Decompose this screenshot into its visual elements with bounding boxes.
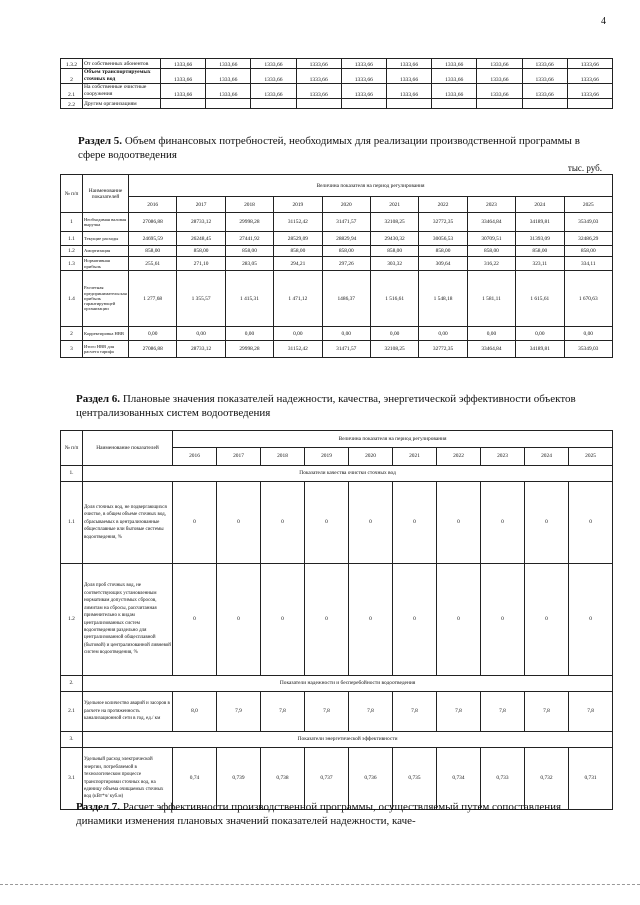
value-cell: 0: [217, 564, 261, 676]
value-cell: 31471,57: [322, 341, 370, 358]
section-7-label: Раздел 7.: [76, 801, 121, 813]
value-cell: 1 277,68: [129, 271, 177, 327]
table-row: [61, 99, 613, 109]
group-row: [61, 732, 613, 748]
value-cell: 1486,37: [322, 271, 370, 327]
row-name: Удельный расход электрической энергии, потребляемой в технологическом процессе транспортировки сточных вод, на единицу объема очищаемых сточных вод (кВт*ч/ куб.м): [83, 748, 173, 810]
row-name: От собственных абонентов: [83, 59, 161, 69]
value-cell: 28733,12: [177, 341, 225, 358]
year-header: 2019: [305, 448, 349, 466]
value-cell: [251, 99, 296, 109]
value-cell: 1333,66: [522, 59, 567, 69]
row-name: Удельное количество аварий и засоров в расчете на протяженность канализационной сети в год, ед./ км: [83, 692, 173, 732]
value-cell: 29998,28: [225, 213, 273, 232]
header-num: № п/п: [61, 175, 83, 213]
value-cell: 294,21: [274, 257, 322, 271]
group-title: Показатели надежности и бесперебойности водоотведения: [83, 676, 613, 692]
value-cell: 858,00: [322, 246, 370, 257]
table-top-continuation: [60, 58, 613, 109]
row-number: 1.1: [61, 482, 83, 564]
value-cell: 303,32: [370, 257, 418, 271]
value-cell: 24695,59: [129, 232, 177, 246]
year-header: 2023: [467, 197, 515, 213]
value-cell: 29430,32: [370, 232, 418, 246]
value-cell: 1333,66: [477, 59, 522, 69]
value-cell: 0,00: [129, 327, 177, 341]
section-5-heading: [78, 134, 598, 162]
value-cell: 0: [481, 482, 525, 564]
row-name: Амортизация: [83, 246, 129, 257]
year-header: 2021: [393, 448, 437, 466]
value-cell: 271,10: [177, 257, 225, 271]
row-name: Нормативная прибыль: [83, 257, 129, 271]
value-cell: 0: [261, 482, 305, 564]
year-header: 2024: [525, 448, 569, 466]
row-number: 1.4: [61, 271, 83, 327]
value-cell: 0,00: [467, 327, 515, 341]
value-cell: 1 548,18: [419, 271, 467, 327]
value-cell: 30056,53: [419, 232, 467, 246]
value-cell: 34189,81: [516, 213, 564, 232]
value-cell: 0: [305, 564, 349, 676]
value-cell: 858,00: [225, 246, 273, 257]
row-number: 2.2: [61, 99, 83, 109]
row-number: 3.1: [61, 748, 83, 810]
value-cell: 283,05: [225, 257, 273, 271]
value-cell: 8,0: [173, 692, 217, 732]
value-cell: 1333,66: [432, 69, 477, 84]
row-number: 2: [61, 69, 83, 84]
group-number: 3.: [61, 732, 83, 748]
value-cell: 1 415,31: [225, 271, 273, 327]
value-cell: 858,00: [370, 246, 418, 257]
year-header: 2017: [177, 197, 225, 213]
header-name: Наименование показателей: [83, 175, 129, 213]
value-cell: 1333,66: [477, 84, 522, 99]
table-row: [61, 482, 613, 564]
row-name: Расчетная предпринимательская прибыль гарантирующей организации: [83, 271, 129, 327]
table-row: [61, 692, 613, 732]
value-cell: 0: [481, 564, 525, 676]
value-cell: 1 670,63: [564, 271, 613, 327]
table-row: [61, 257, 613, 271]
value-cell: 31152,42: [274, 341, 322, 358]
value-cell: 28529,09: [274, 232, 322, 246]
value-cell: 0,734: [437, 748, 481, 810]
value-cell: 1333,66: [432, 59, 477, 69]
value-cell: 0,00: [370, 327, 418, 341]
row-number: 2.1: [61, 84, 83, 99]
value-cell: 1333,66: [251, 69, 296, 84]
value-cell: 0: [569, 482, 613, 564]
value-cell: 1333,66: [386, 69, 431, 84]
group-title: Показатели энергетической эффективности: [83, 732, 613, 748]
value-cell: 31152,42: [274, 213, 322, 232]
group-number: 1.: [61, 466, 83, 482]
value-cell: 316,22: [467, 257, 515, 271]
value-cell: 7,8: [305, 692, 349, 732]
value-cell: 27441,92: [225, 232, 273, 246]
year-header: 2020: [349, 448, 393, 466]
table-row: [61, 69, 613, 84]
value-cell: 1333,66: [341, 59, 386, 69]
value-cell: 1333,66: [296, 84, 341, 99]
group-row: [61, 466, 613, 482]
value-cell: 0: [437, 564, 481, 676]
value-cell: 1 581,11: [467, 271, 515, 327]
section-7-heading: [76, 800, 606, 828]
value-cell: 0,74: [173, 748, 217, 810]
value-cell: 1 471,12: [274, 271, 322, 327]
value-cell: 0,00: [564, 327, 613, 341]
value-cell: 0,737: [305, 748, 349, 810]
year-header: 2025: [569, 448, 613, 466]
table-row: [61, 341, 613, 358]
value-cell: 1333,66: [522, 84, 567, 99]
row-name: Корректировка НВВ: [83, 327, 129, 341]
value-cell: 1333,66: [161, 69, 206, 84]
value-cell: 32486,29: [564, 232, 613, 246]
year-header: 2017: [217, 448, 261, 466]
section-7-title: Расчет эффективности производственной программы, осуществляемый путем сопоставления динамики изменения плановых значений показателей надежности, каче-: [76, 801, 562, 827]
value-cell: 0,00: [322, 327, 370, 341]
value-cell: 858,00: [129, 246, 177, 257]
value-cell: [522, 99, 567, 109]
value-cell: 30709,51: [467, 232, 515, 246]
group-title: Показатели качества очистки сточных вод: [83, 466, 613, 482]
value-cell: 7,8: [393, 692, 437, 732]
year-header: 2016: [173, 448, 217, 466]
value-cell: 27086,88: [129, 341, 177, 358]
value-cell: 35349,03: [564, 213, 613, 232]
value-cell: 0: [349, 564, 393, 676]
row-number: 1.3.2: [61, 59, 83, 69]
table-row: [61, 213, 613, 232]
row-number: 2.1: [61, 692, 83, 732]
value-cell: 1 516,61: [370, 271, 418, 327]
value-cell: 27086,88: [129, 213, 177, 232]
value-cell: [386, 99, 431, 109]
value-cell: 33464,84: [467, 213, 515, 232]
value-cell: 0,00: [516, 327, 564, 341]
value-cell: 0: [261, 564, 305, 676]
value-cell: 32772,35: [419, 341, 467, 358]
value-cell: 1333,66: [386, 59, 431, 69]
value-cell: 1333,66: [206, 69, 251, 84]
table-row: [61, 564, 613, 676]
row-name: Другим организациям: [83, 99, 161, 109]
value-cell: 1 615,61: [516, 271, 564, 327]
value-cell: 858,00: [516, 246, 564, 257]
year-header: 2018: [225, 197, 273, 213]
value-cell: 0: [393, 564, 437, 676]
value-cell: 0,732: [525, 748, 569, 810]
value-cell: 0,00: [274, 327, 322, 341]
value-cell: 35349,03: [564, 341, 613, 358]
year-header: 2018: [261, 448, 305, 466]
year-header: 2023: [481, 448, 525, 466]
value-cell: 0: [437, 482, 481, 564]
header-num: № п/п: [61, 431, 83, 466]
row-number: 1: [61, 213, 83, 232]
year-header: 2019: [274, 197, 322, 213]
value-cell: 0,739: [217, 748, 261, 810]
value-cell: 858,00: [177, 246, 225, 257]
value-cell: 323,11: [516, 257, 564, 271]
value-cell: [206, 99, 251, 109]
value-cell: 334,11: [564, 257, 613, 271]
value-cell: 858,00: [564, 246, 613, 257]
row-number: 2: [61, 327, 83, 341]
value-cell: 1333,66: [341, 84, 386, 99]
value-cell: 1333,66: [567, 69, 612, 84]
row-number: 1.2: [61, 564, 83, 676]
section-6-label: Раздел 6.: [76, 393, 121, 405]
value-cell: 1333,66: [477, 69, 522, 84]
year-header: 2022: [419, 197, 467, 213]
value-cell: 0: [525, 564, 569, 676]
value-cell: 7,9: [217, 692, 261, 732]
table-row: [61, 327, 613, 341]
header-name: Наименование показателей: [83, 431, 173, 466]
table-reliability-indicators: [60, 430, 613, 810]
year-header: 2022: [437, 448, 481, 466]
value-cell: 0: [393, 482, 437, 564]
value-cell: 297,26: [322, 257, 370, 271]
unit-label: тыс. руб.: [567, 163, 602, 173]
section-6-title: Плановые значения показателей надежности, качества, энергетической эффективности объектов централизованных систем водоотведения: [76, 393, 576, 419]
value-cell: 7,8: [261, 692, 305, 732]
table-row: [61, 246, 613, 257]
value-cell: 1333,66: [567, 84, 612, 99]
value-cell: [161, 99, 206, 109]
year-header: 2020: [322, 197, 370, 213]
row-name: Текущие расходы: [83, 232, 129, 246]
value-cell: 1333,66: [296, 69, 341, 84]
row-number: 1.1: [61, 232, 83, 246]
year-header: 2016: [129, 197, 177, 213]
value-cell: 858,00: [274, 246, 322, 257]
value-cell: 7,8: [569, 692, 613, 732]
value-cell: [341, 99, 386, 109]
value-cell: 0,738: [261, 748, 305, 810]
value-cell: 0: [217, 482, 261, 564]
table-row: [61, 84, 613, 99]
value-cell: 0,00: [225, 327, 273, 341]
table-row: [61, 232, 613, 246]
value-cell: 34189,81: [516, 341, 564, 358]
value-cell: 26248,45: [177, 232, 225, 246]
value-cell: 1333,66: [341, 69, 386, 84]
value-cell: 1333,66: [161, 84, 206, 99]
value-cell: 1333,66: [206, 84, 251, 99]
value-cell: 7,8: [525, 692, 569, 732]
table-financial-needs: [60, 174, 613, 358]
value-cell: 0: [349, 482, 393, 564]
value-cell: 0: [173, 482, 217, 564]
value-cell: 0: [525, 482, 569, 564]
group-number: 2.: [61, 676, 83, 692]
value-cell: 255,61: [129, 257, 177, 271]
value-cell: [477, 99, 522, 109]
page-number: 4: [601, 16, 606, 27]
group-row: [61, 676, 613, 692]
row-name: На собственные очистные сооружения: [83, 84, 161, 99]
value-cell: [567, 99, 612, 109]
value-cell: 0,731: [569, 748, 613, 810]
section-5-title: Объем финансовых потребностей, необходимых для реализации производственной программы в сфере водоотведения: [78, 135, 580, 161]
page-edge-line: [0, 884, 640, 885]
value-cell: 1333,66: [522, 69, 567, 84]
value-cell: 7,8: [481, 692, 525, 732]
value-cell: 0: [569, 564, 613, 676]
section-6-heading: [76, 392, 596, 420]
row-number: 1.3: [61, 257, 83, 271]
value-cell: 7,8: [349, 692, 393, 732]
header-period: Величина показателя на период регулирования: [129, 175, 613, 197]
value-cell: 0: [173, 564, 217, 676]
value-cell: 858,00: [467, 246, 515, 257]
value-cell: [296, 99, 341, 109]
value-cell: 0: [305, 482, 349, 564]
value-cell: 1333,66: [386, 84, 431, 99]
row-number: 1.2: [61, 246, 83, 257]
value-cell: 29998,28: [225, 341, 273, 358]
year-header: 2025: [564, 197, 613, 213]
section-5-label: Раздел 5.: [78, 135, 123, 147]
value-cell: 0,00: [419, 327, 467, 341]
value-cell: 32772,35: [419, 213, 467, 232]
value-cell: 0,00: [177, 327, 225, 341]
value-cell: 32108,25: [370, 213, 418, 232]
value-cell: 1333,66: [251, 59, 296, 69]
value-cell: 28733,12: [177, 213, 225, 232]
value-cell: 31393,09: [516, 232, 564, 246]
header-period: Величина показателя на период регулирования: [173, 431, 613, 448]
value-cell: 1333,66: [296, 59, 341, 69]
value-cell: 32108,25: [370, 341, 418, 358]
value-cell: 1333,66: [567, 59, 612, 69]
value-cell: 1333,66: [432, 84, 477, 99]
value-cell: 7,8: [437, 692, 481, 732]
value-cell: 858,00: [419, 246, 467, 257]
value-cell: 309,64: [419, 257, 467, 271]
table-row: [61, 271, 613, 327]
row-name: Итого НВВ для расчета тарифа: [83, 341, 129, 358]
value-cell: 1 355,57: [177, 271, 225, 327]
value-cell: 0,736: [349, 748, 393, 810]
value-cell: 0,733: [481, 748, 525, 810]
row-name: Необходимая валовая выручка: [83, 213, 129, 232]
value-cell: 0,735: [393, 748, 437, 810]
value-cell: 1333,66: [251, 84, 296, 99]
year-header: 2024: [516, 197, 564, 213]
value-cell: 33464,84: [467, 341, 515, 358]
value-cell: [432, 99, 477, 109]
row-number: 3: [61, 341, 83, 358]
year-header: 2021: [370, 197, 418, 213]
row-name: Доля сточных вод, не подвергающихся очистке, в общем объеме сточных вод, сбрасываемых в централизованные общесплавные или бытовые системы водоотведения, %: [83, 482, 173, 564]
row-name: Доля проб сточных вод, не соответствующих установленным нормативам допустимых сбросов, лимитам на сбросы, рассчитанная применительно к видам централизованных систем водоотведения раздельно для централизованной общесплавной (бытовой) и централизованной ливневой систем водоотведения, %: [83, 564, 173, 676]
row-name: Объем транспортируемых сточных вод: [83, 69, 161, 84]
value-cell: 28829,94: [322, 232, 370, 246]
value-cell: 1333,66: [206, 59, 251, 69]
value-cell: 1333,66: [161, 59, 206, 69]
table-row: [61, 59, 613, 69]
value-cell: 31471,57: [322, 213, 370, 232]
